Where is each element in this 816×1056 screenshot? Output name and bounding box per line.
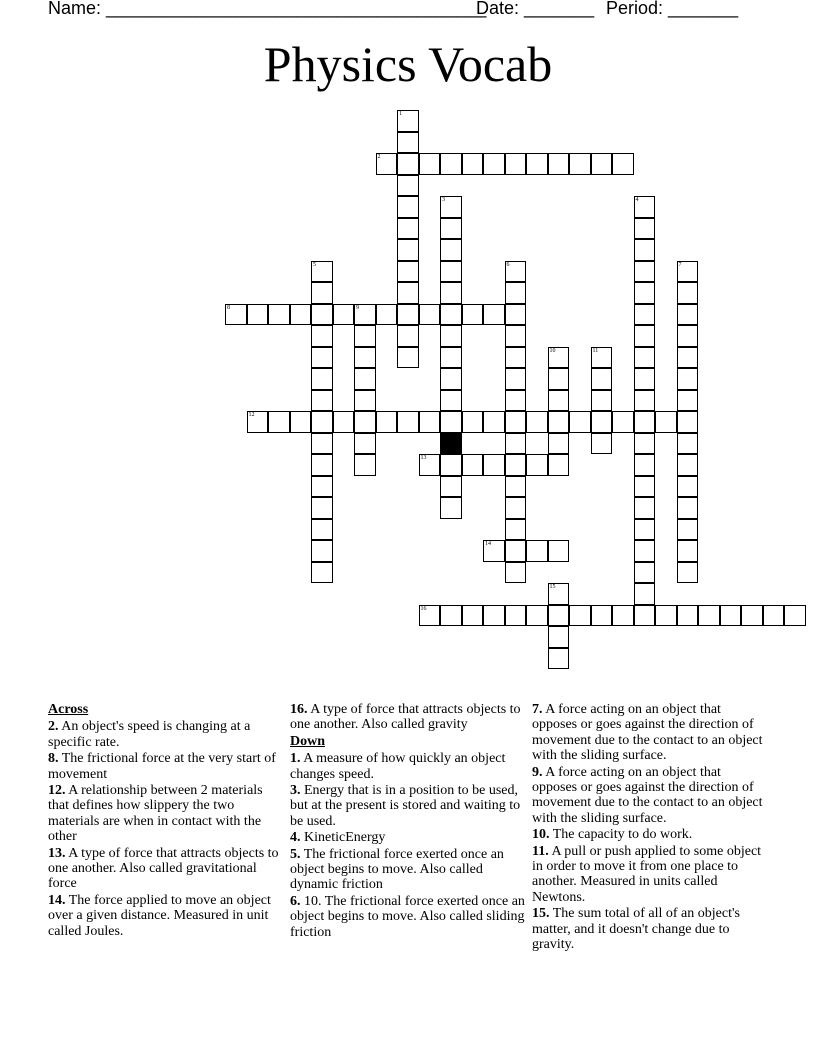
crossword-cell[interactable] <box>505 562 527 584</box>
crossword-cell[interactable] <box>311 454 333 476</box>
crossword-cell[interactable] <box>440 282 462 304</box>
clue-across-8 <box>48 751 284 782</box>
crossword-cell[interactable] <box>677 476 699 498</box>
crossword-cell[interactable] <box>440 218 462 240</box>
crossword-cell[interactable] <box>677 347 699 369</box>
crossword-cell[interactable] <box>419 153 441 175</box>
crossword-cell[interactable] <box>505 540 527 562</box>
crossword-cell[interactable] <box>634 562 656 584</box>
crossword-cell[interactable] <box>677 390 699 412</box>
clue-number-label: 8 <box>227 304 230 311</box>
crossword-cell[interactable] <box>505 476 527 498</box>
crossword-cell[interactable] <box>612 153 634 175</box>
clue-text: A force acting on an object that opposes or goes against the direction of movement due to the contact to an object with the sliding surface. <box>532 702 763 764</box>
clue-number-label: 4 <box>635 197 639 203</box>
crossword-cell[interactable] <box>634 239 656 261</box>
crossword-cell[interactable] <box>505 411 527 433</box>
crossword-cell[interactable] <box>505 325 527 347</box>
clue-text: A relationship between 2 materials that defines how slippery the two materials are when in contact with the other <box>48 783 263 845</box>
crossword-cell[interactable] <box>440 497 462 519</box>
crossword-cell[interactable] <box>505 519 527 541</box>
crossword-cell[interactable] <box>591 368 613 390</box>
crossword-cell[interactable] <box>634 347 656 369</box>
clue-down-6 <box>290 894 526 940</box>
crossword-cell[interactable] <box>311 476 333 498</box>
crossword-cell[interactable] <box>440 454 462 476</box>
clue-text: A type of force that attracts objects to one another. Also called gravitational force <box>48 845 279 892</box>
clue-number-label: 11 <box>592 347 599 354</box>
clue-text: KineticEnergy <box>300 830 386 846</box>
crossword-cell[interactable] <box>397 132 419 154</box>
crossword-cell[interactable] <box>440 411 462 433</box>
clue-text: The sum total of all of an object's matter, and it doesn't change due to gravity. <box>532 906 740 953</box>
crossword-cell[interactable] <box>677 454 699 476</box>
date-field-label: Date: _______ <box>476 0 595 18</box>
clue-number-label: 9 <box>356 304 359 311</box>
crossword-cell[interactable] <box>677 519 699 541</box>
clue-number-label: 14 <box>485 541 491 547</box>
crossword-cell[interactable] <box>290 304 312 326</box>
crossword-cell[interactable] <box>268 304 290 326</box>
clue-down-4 <box>290 830 526 845</box>
crossword-cell[interactable] <box>548 583 570 605</box>
clue-number-label: 15 <box>549 584 556 590</box>
crossword-cell[interactable] <box>591 605 613 627</box>
crossword-cell[interactable] <box>548 540 570 562</box>
period-field-label: Period: _______ <box>606 0 739 18</box>
crossword-cell[interactable] <box>677 605 699 627</box>
crossword-cell[interactable] <box>354 433 376 455</box>
crossword-cell[interactable] <box>419 411 441 433</box>
crossword-cell[interactable] <box>591 390 613 412</box>
clue-number: 4. <box>290 830 301 846</box>
crossword-cell[interactable] <box>354 368 376 390</box>
crossword-cell[interactable] <box>397 110 419 132</box>
crossword-cell[interactable] <box>333 411 355 433</box>
crossword-cell[interactable] <box>483 304 505 326</box>
crossword-cell[interactable] <box>483 411 505 433</box>
clue-number-label: 3 <box>442 197 445 203</box>
crossword-cell[interactable] <box>741 605 763 627</box>
crossword-cell[interactable] <box>440 368 462 390</box>
crossword-cell[interactable] <box>677 368 699 390</box>
clue-text: An object's speed is changing at a specific rate. <box>48 719 251 750</box>
clue-down-7 <box>532 702 768 764</box>
clue-text: 10. The frictional force exerted once an object begins to move. Also called sliding friction <box>290 893 525 940</box>
clue-text: The force applied to move an object over a given distance. Measured in unit called Joules. <box>48 892 271 939</box>
crossword-cell[interactable] <box>311 433 333 455</box>
crossword-cell[interactable] <box>548 347 570 369</box>
crossword-cell[interactable] <box>311 368 333 390</box>
crossword-cell[interactable] <box>677 540 699 562</box>
crossword-cell[interactable] <box>483 540 505 562</box>
clue-across-16 <box>290 702 526 733</box>
clue-number: 6. <box>290 893 301 909</box>
crossword-cell[interactable] <box>440 390 462 412</box>
crossword-cell[interactable] <box>634 282 656 304</box>
crossword-cell[interactable] <box>397 347 419 369</box>
crossword-cell[interactable] <box>419 304 441 326</box>
crossword-cell[interactable] <box>462 454 484 476</box>
crossword-cell[interactable] <box>677 562 699 584</box>
crossword-cell[interactable] <box>440 347 462 369</box>
crossword-cell[interactable] <box>677 433 699 455</box>
crossword-cell[interactable] <box>634 368 656 390</box>
crossword-cell[interactable] <box>505 282 527 304</box>
crossword-cell[interactable] <box>397 196 419 218</box>
clue-text: The frictional force at the very start of movement <box>48 751 276 782</box>
crossword-cell[interactable] <box>763 605 785 627</box>
clue-number-label: 2 <box>377 154 381 160</box>
crossword-cell[interactable] <box>225 304 247 326</box>
crossword-cell[interactable] <box>354 347 376 369</box>
clue-down-10 <box>532 827 768 842</box>
crossword-cell[interactable] <box>397 304 419 326</box>
clue-number-label: 12 <box>248 412 255 418</box>
clue-number: 2. <box>48 719 59 735</box>
crossword-cell[interactable] <box>634 583 656 605</box>
crossword-cell[interactable] <box>677 325 699 347</box>
crossword-cell[interactable] <box>634 454 656 476</box>
clue-across-13 <box>48 846 284 892</box>
clue-text: A force acting on an object that opposes or goes against the direction of movement due to the contact to an object with the sliding surface. <box>532 764 763 826</box>
crossword-cell[interactable] <box>376 304 398 326</box>
clue-column-3 <box>532 702 768 954</box>
clue-column-1 <box>48 702 284 940</box>
clue-text: A measure of how quickly an object changes speed. <box>290 751 506 782</box>
crossword-cell[interactable] <box>440 325 462 347</box>
crossword-cell[interactable] <box>505 454 527 476</box>
clue-text: A pull or push applied to some object in order to move it from one place to another. Measured in units called Newtons. <box>532 843 762 905</box>
crossword-cell[interactable] <box>483 605 505 627</box>
crossword-cell[interactable] <box>397 175 419 197</box>
clue-down-9 <box>532 765 768 827</box>
crossword-cell[interactable] <box>505 153 527 175</box>
clue-number: 16. <box>290 702 308 717</box>
crossword-cell[interactable] <box>397 239 419 261</box>
crossword-cell[interactable] <box>612 605 634 627</box>
crossword-cell[interactable] <box>354 325 376 347</box>
crossword-cell[interactable] <box>505 497 527 519</box>
crossword-cell[interactable] <box>634 196 656 218</box>
crossword-cell[interactable] <box>440 153 462 175</box>
crossword-cell[interactable] <box>505 304 527 326</box>
crossword-cell[interactable] <box>505 347 527 369</box>
crossword-cell[interactable] <box>505 605 527 627</box>
crossword-cell[interactable] <box>311 562 333 584</box>
crossword-cell[interactable] <box>548 390 570 412</box>
clue-down-3 <box>290 783 526 829</box>
crossword-cell[interactable] <box>569 605 591 627</box>
clue-down-11 <box>532 844 768 906</box>
crossword-cell[interactable] <box>655 411 677 433</box>
crossword-cell[interactable] <box>526 605 548 627</box>
crossword-cell[interactable] <box>569 411 591 433</box>
clue-text: A type of force that attracts objects to one another. Also called gravity <box>290 702 521 733</box>
crossword-cell[interactable] <box>311 411 333 433</box>
crossword-cell[interactable] <box>548 454 570 476</box>
crossword-cell[interactable] <box>483 153 505 175</box>
crossword-cell[interactable] <box>354 304 376 326</box>
crossword-cell[interactable] <box>548 411 570 433</box>
clue-number: 1. <box>290 751 301 767</box>
crossword-cell[interactable] <box>376 411 398 433</box>
crossword-cell[interactable] <box>311 497 333 519</box>
crossword-cell[interactable] <box>634 325 656 347</box>
crossword-cell[interactable] <box>397 153 419 175</box>
clue-across-14 <box>48 893 284 939</box>
crossword-cell[interactable] <box>440 261 462 283</box>
crossword-cell[interactable] <box>655 605 677 627</box>
page-title: Physics Vocab <box>263 36 553 92</box>
crossword-cell[interactable] <box>397 325 419 347</box>
clue-across-12 <box>48 783 284 845</box>
crossword-cell[interactable] <box>311 347 333 369</box>
clue-number: 5. <box>290 846 301 862</box>
crossword-cell[interactable] <box>634 476 656 498</box>
clue-number: 3. <box>290 783 301 799</box>
crossword-cell[interactable] <box>634 519 656 541</box>
clue-text: The frictional force exerted once an object begins to move. Also called dynamic friction <box>290 846 504 893</box>
crossword-cell[interactable] <box>397 282 419 304</box>
clue-text: Energy that is in a position to be used, but at the present is stored and waiting to be used. <box>290 783 521 829</box>
crossword-cell[interactable] <box>548 153 570 175</box>
crossword-cell[interactable] <box>505 261 527 283</box>
clue-number: 9. <box>532 764 543 780</box>
crossword-cell[interactable] <box>505 433 527 455</box>
clue-number-label: 7 <box>678 261 682 268</box>
clue-number-label: 16 <box>420 605 427 612</box>
black-square <box>440 433 462 455</box>
crossword-cell[interactable] <box>634 540 656 562</box>
crossword-cell[interactable] <box>634 433 656 455</box>
crossword-cell[interactable] <box>505 368 527 390</box>
clue-number: 15. <box>532 906 550 922</box>
crossword-cell[interactable] <box>354 390 376 412</box>
crossword-cell[interactable] <box>634 605 656 627</box>
clue-down-15 <box>532 906 768 952</box>
crossword-cell[interactable] <box>333 304 355 326</box>
clue-text: The capacity to do work. <box>549 827 693 843</box>
clue-number: 7. <box>532 702 543 717</box>
clue-number: 12. <box>48 783 66 799</box>
crossword-cell[interactable] <box>440 304 462 326</box>
name-field-label: Name: ______________________________________ <box>48 0 487 18</box>
crossword-cell[interactable] <box>591 411 613 433</box>
crossword-cell[interactable] <box>612 411 634 433</box>
crossword-cell[interactable] <box>548 626 570 648</box>
crossword-cell[interactable] <box>440 239 462 261</box>
clue-column-2 <box>290 702 526 941</box>
clue-number: 8. <box>48 751 59 767</box>
clue-number-label: 1 <box>399 111 402 117</box>
crossword-cell[interactable] <box>505 390 527 412</box>
crossword-cell[interactable] <box>677 282 699 304</box>
crossword-cell[interactable] <box>483 454 505 476</box>
crossword-cell[interactable] <box>440 196 462 218</box>
clue-across-2 <box>48 719 284 750</box>
crossword-cell[interactable] <box>526 411 548 433</box>
crossword-cell[interactable] <box>677 497 699 519</box>
clue-number: 11. <box>532 843 549 859</box>
clue-number: 14. <box>48 892 66 908</box>
crossword-cell[interactable] <box>526 454 548 476</box>
clue-number-label: 6 <box>506 261 510 268</box>
crossword-cell[interactable] <box>247 304 269 326</box>
clue-down-1 <box>290 751 526 782</box>
crossword-cell[interactable] <box>526 153 548 175</box>
crossword-cell[interactable] <box>247 411 269 433</box>
crossword-cell[interactable] <box>548 605 570 627</box>
crossword-cell[interactable] <box>677 304 699 326</box>
crossword-cell[interactable] <box>397 411 419 433</box>
crossword-cell[interactable] <box>397 261 419 283</box>
crossword-cell[interactable] <box>591 153 613 175</box>
crossword-cell[interactable] <box>677 261 699 283</box>
crossword-cell[interactable] <box>311 540 333 562</box>
crossword-cell[interactable] <box>634 411 656 433</box>
clue-number-label: 13 <box>420 455 427 461</box>
clue-down-5 <box>290 847 526 893</box>
crossword-cell[interactable] <box>698 605 720 627</box>
crossword-cell[interactable] <box>311 519 333 541</box>
clue-number-label: 10 <box>549 347 556 354</box>
crossword-cell[interactable] <box>677 411 699 433</box>
crossword-cell[interactable] <box>268 411 290 433</box>
crossword-cell[interactable] <box>440 476 462 498</box>
crossword-cell[interactable] <box>548 648 570 670</box>
crossword-cell[interactable] <box>462 153 484 175</box>
crossword-cell[interactable] <box>548 433 570 455</box>
crossword-cell[interactable] <box>591 347 613 369</box>
crossword-cell[interactable] <box>462 411 484 433</box>
crossword-cell[interactable] <box>419 454 441 476</box>
crossword-cell[interactable] <box>419 605 441 627</box>
crossword-cell[interactable] <box>376 153 398 175</box>
crossword-cell[interactable] <box>634 218 656 240</box>
clue-number-label: 5 <box>313 261 316 268</box>
crossword-cell[interactable] <box>440 605 462 627</box>
crossword-cell[interactable] <box>462 304 484 326</box>
crossword-cell[interactable] <box>634 497 656 519</box>
crossword-cell[interactable] <box>290 411 312 433</box>
crossword-cell[interactable] <box>634 390 656 412</box>
crossword-cell[interactable] <box>526 540 548 562</box>
clue-number: 13. <box>48 845 66 861</box>
crossword-cell[interactable] <box>311 390 333 412</box>
crossword-cell[interactable] <box>784 605 806 627</box>
crossword-cell[interactable] <box>354 411 376 433</box>
crossword-cell[interactable] <box>311 325 333 347</box>
across-heading: Across <box>48 702 89 717</box>
crossword-cell[interactable] <box>720 605 742 627</box>
down-heading: Down <box>290 733 326 749</box>
crossword-cell[interactable] <box>311 261 333 283</box>
crossword-cell[interactable] <box>634 261 656 283</box>
crossword-cell[interactable] <box>569 153 591 175</box>
crossword-cell[interactable] <box>548 368 570 390</box>
crossword-cell[interactable] <box>462 605 484 627</box>
clue-number: 10. <box>532 827 550 843</box>
crossword-cell[interactable] <box>634 304 656 326</box>
crossword-cell[interactable] <box>354 454 376 476</box>
crossword-cell[interactable] <box>397 218 419 240</box>
crossword-cell[interactable] <box>311 282 333 304</box>
crossword-cell[interactable] <box>591 433 613 455</box>
crossword-cell[interactable] <box>311 304 333 326</box>
